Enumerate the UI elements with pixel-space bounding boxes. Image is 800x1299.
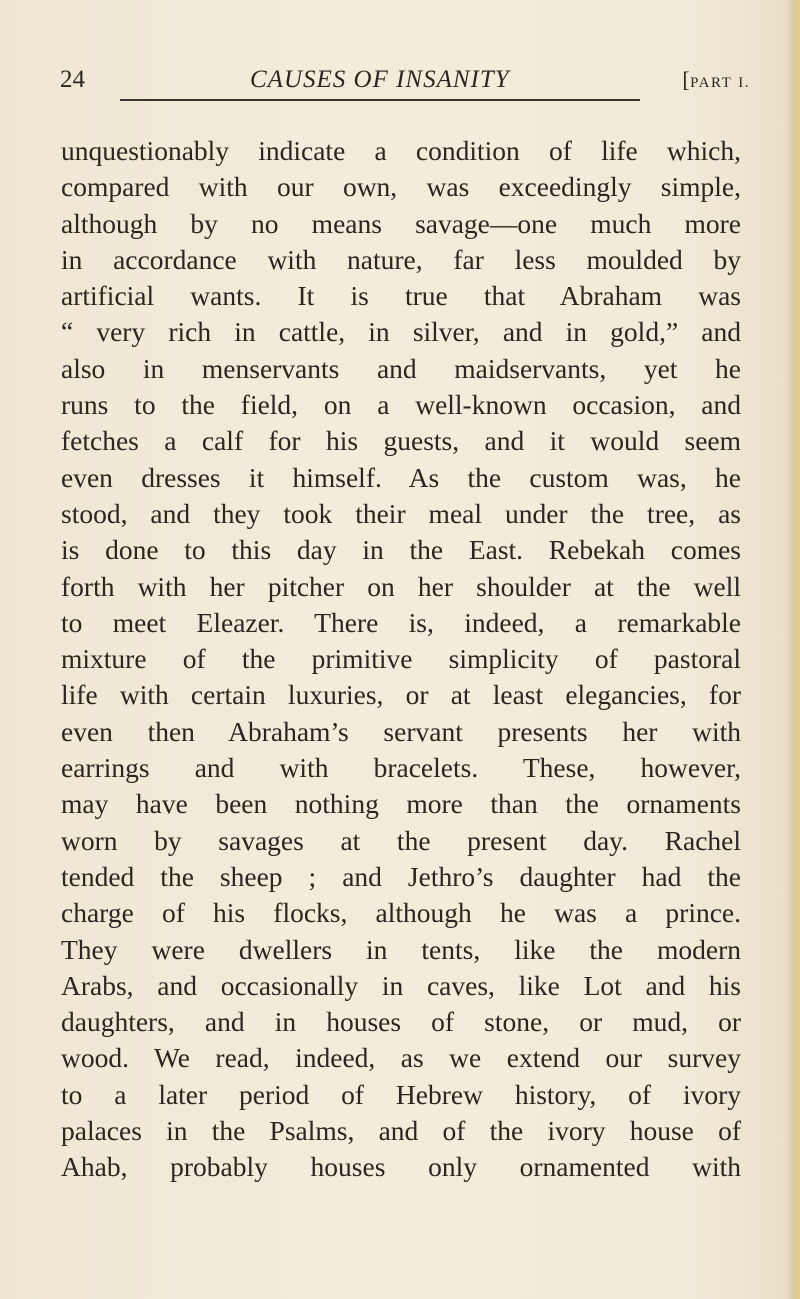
text-line: artificial wants. It is true that Abraham was xyxy=(61,280,741,312)
part-label xyxy=(682,62,750,101)
header-rule xyxy=(120,99,640,101)
page-edge xyxy=(786,0,800,1299)
text-line: is done to this day in the East. Rebekah comes xyxy=(61,534,741,566)
text-line: although by no means savage—one much more xyxy=(61,207,741,239)
part-label-bracket: [ xyxy=(682,67,691,92)
text-line: also in menservants and maidservants, yet he xyxy=(61,352,741,384)
text-line: Ahab, probably houses only ornamented with xyxy=(61,1151,741,1183)
text-line: forth with her pitcher on her shoulder at the well xyxy=(61,570,741,602)
page-number: 24 xyxy=(60,66,85,93)
body-text xyxy=(61,133,741,1186)
text-line: to meet Eleazer. There is, indeed, a remarkable xyxy=(61,606,741,638)
text-line: tended the sheep ; and Jethro’s daughter had the xyxy=(61,860,741,892)
text-line: Arabs, and occasionally in caves, like Lot and his xyxy=(61,969,741,1001)
text-line: fetches a calf for his guests, and it would seem xyxy=(61,425,741,457)
text-line: stood, and they took their meal under the tree, as xyxy=(61,497,741,529)
text-line: in accordance with nature, far less moulded by xyxy=(61,243,741,275)
text-line: palaces in the Psalms, and of the ivory house of xyxy=(61,1115,741,1147)
page-header xyxy=(60,62,750,98)
text-line: earrings and with bracelets. These, however, xyxy=(61,752,741,784)
text-line: may have been nothing more than the ornaments xyxy=(61,788,741,820)
text-line: charge of his flocks, although he was a prince. xyxy=(61,897,741,929)
text-line: wood. We read, indeed, as we extend our survey xyxy=(61,1042,741,1074)
text-line: life with certain luxuries, or at least elegancies, for xyxy=(61,679,741,711)
text-line: They were dwellers in tents, like the modern xyxy=(61,933,741,965)
part-label-word: PART xyxy=(690,75,733,91)
text-line: “ very rich in cattle, in silver, and in gold,” and xyxy=(61,316,741,348)
text-line: unquestionably indicate a condition of life which, xyxy=(61,135,741,166)
text-line: mixture of the primitive simplicity of pastoral xyxy=(61,643,741,675)
text-line: runs to the field, on a well-known occasion, and xyxy=(61,389,741,421)
text-line: daughters, and in houses of stone, or mud, or xyxy=(61,1006,741,1038)
part-label-number: I. xyxy=(738,75,750,91)
text-line: even then Abraham’s servant presents her with xyxy=(61,715,741,747)
text-line: compared with our own, was exceedingly simple, xyxy=(61,171,741,203)
text-line: worn by savages at the present day. Rachel xyxy=(61,824,741,856)
text-line: even dresses it himself. As the custom was, he xyxy=(61,461,741,493)
running-title: CAUSES OF INSANITY xyxy=(250,66,510,93)
text-line: to a later period of Hebrew history, of ivory xyxy=(61,1078,741,1110)
